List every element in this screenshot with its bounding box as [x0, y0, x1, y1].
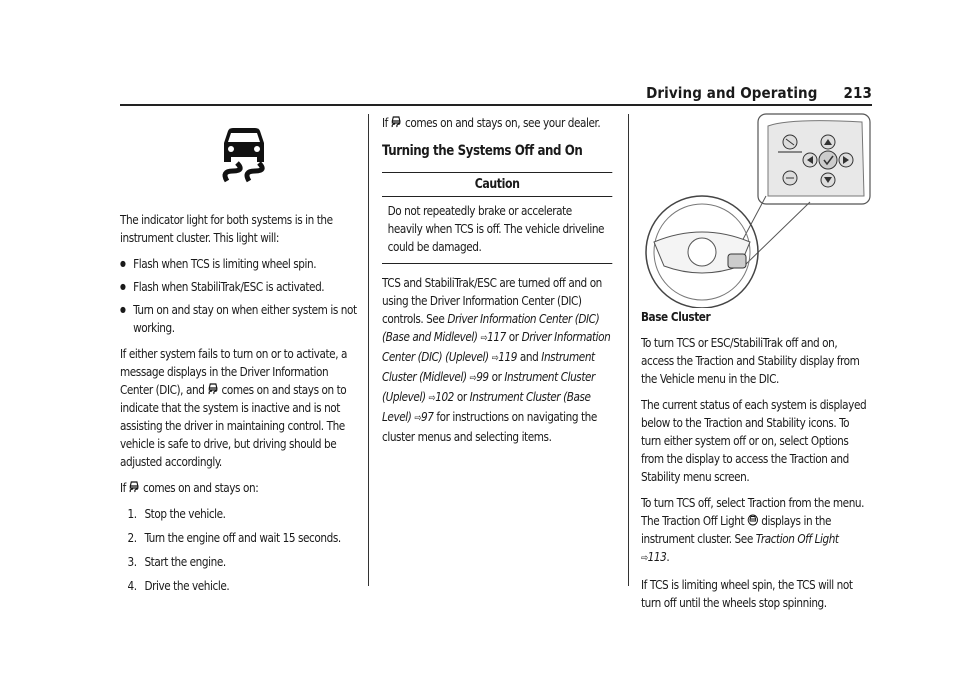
- page-header: [646, 84, 872, 102]
- page-number: 213: [843, 84, 872, 102]
- paragraph: If TCS is limiting wheel spin, the TCS will not turn off until the wheels stop spinning.: [641, 577, 853, 610]
- column-divider-2: [628, 114, 629, 586]
- traction-stabilitrak-light-icon: [219, 127, 269, 185]
- column-1: [120, 211, 357, 601]
- step-item: 4. Drive the vehicle.: [127, 578, 230, 593]
- cross-reference-link[interactable]: Driver Information Center (DIC) (Base and Midlevel): [382, 311, 600, 344]
- paragraph: To turn TCS or ESC/StabiliTrak off and on, access the Traction and Stability display from the Vehicle menu in the DIC.: [641, 335, 860, 386]
- dic-paragraph: TCS and StabiliTrak/ESC are turned off and on using the Driver Information Center (DIC) controls. See Driver Information Center (DIC) (Base and Midlevel) ⇨117 or Driver Information Center (DIC) (Uplevel) ⇨119 and Instrument Cluster (Midlevel) ⇨99 or Instrument Cluster (Uplevel) ⇨102 or Instrument Cluster (Base Level) ⇨97 for instructions on navigating the cluster menus and selecting items.: [382, 275, 611, 444]
- caution-title: Caution: [382, 173, 612, 197]
- intro-paragraph: The indicator light for both systems is in the instrument cluster. This light will:: [120, 212, 333, 245]
- dealer-paragraph: If comes on and stays on, see your dealer.: [382, 115, 601, 130]
- section-title: Driving and Operating: [646, 84, 818, 102]
- column-divider-1: [368, 114, 369, 586]
- step-item: 3. Start the engine.: [127, 554, 226, 569]
- failure-paragraph: If either system fails to turn on or to activate, a message displays in the Driver Information Center (DIC), and comes on and stays on to indicate that the system is inactive and is not assisting the driver in maintaining control. The vehicle is safe to drive, but driving should be adjusted accordingly.: [120, 346, 348, 469]
- bullet-item: ● Flash when TCS is limiting wheel spin.: [120, 255, 357, 273]
- traction-off-light-icon: [747, 514, 758, 526]
- cross-reference-link[interactable]: Traction Off Light: [755, 531, 839, 546]
- step-item: 2. Turn the engine off and wait 15 seconds.: [127, 530, 341, 545]
- column-2: [382, 114, 612, 454]
- section-heading: Turning the Systems Off and On: [382, 143, 583, 159]
- cross-reference-link[interactable]: Instrument Cluster (Midlevel): [382, 349, 595, 384]
- traction-off-paragraph: To turn TCS off, select Traction from the menu. The Traction Off Light displays in the instrument cluster. See Traction Off Light ⇨113.: [641, 495, 865, 564]
- caution-body: Do not repeatedly brake or accelerate heavily when TCS is off. The vehicle driveline could be damaged.: [387, 203, 605, 254]
- step-item: 1. Stop the vehicle.: [127, 506, 226, 521]
- cross-reference-link[interactable]: Instrument Cluster (Uplevel): [382, 369, 595, 404]
- steering-wheel-controls-illustration: [640, 112, 872, 308]
- figure-caption: Base Cluster: [641, 309, 711, 324]
- traction-light-inline-icon: [391, 116, 402, 128]
- traction-light-inline-icon: [207, 383, 218, 395]
- cross-reference-link[interactable]: Instrument Cluster (Base Level): [382, 389, 591, 424]
- caution-box: [382, 172, 612, 264]
- if-paragraph: If comes on and stays on:: [120, 480, 259, 495]
- paragraph: The current status of each system is displayed below to the Traction and Stability icons. To turn either system off or on, select Options from the display to access the Traction and Stability menu screen.: [641, 397, 867, 484]
- header-rule: [120, 104, 872, 106]
- bullet-item: ● Turn on and stay on when either system is not working.: [120, 301, 357, 337]
- cross-reference-link[interactable]: Driver Information Center (DIC) (Uplevel): [382, 329, 611, 364]
- traction-light-inline-icon: [129, 481, 140, 493]
- bullet-item: ● Flash when StabiliTrak/ESC is activated.: [120, 278, 357, 296]
- column-3: [641, 308, 867, 620]
